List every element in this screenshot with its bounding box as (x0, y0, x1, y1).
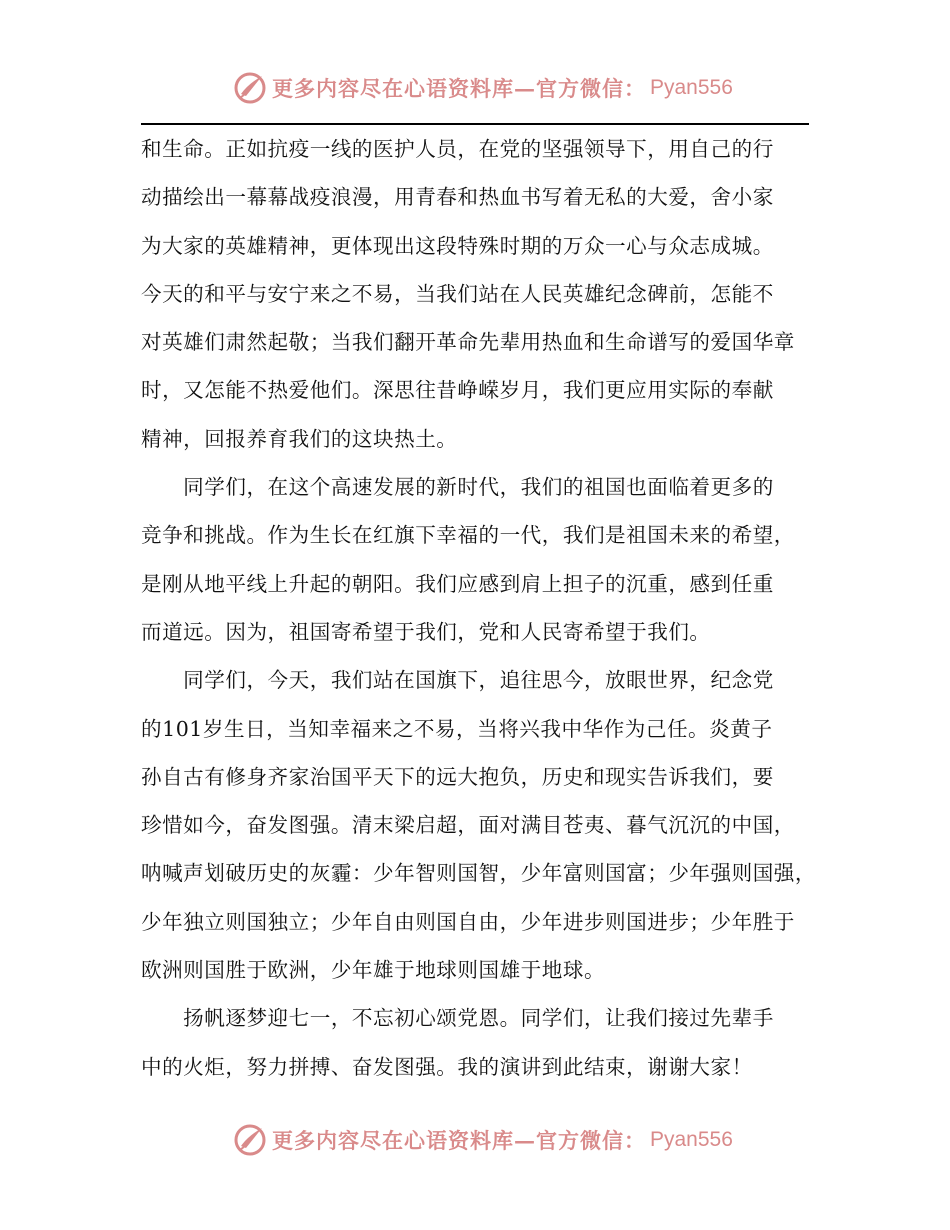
text-line: 的101岁生日，当知幸福来之不易，当将兴我中华作为己任。炎黄子 (141, 716, 773, 741)
text-line: 同学们，在这个高速发展的新时代，我们的祖国也面临着更多的 (141, 475, 774, 500)
quill-seal-icon (232, 1122, 268, 1158)
text-line: 欧洲则国胜于欧洲，少年雄于地球则国雄于地球。 (141, 958, 606, 983)
text-line: 孙自古有修身齐家治国平天下的远大抱负，历史和现实告诉我们，要 (141, 764, 774, 789)
text-line: 同学们，今天，我们站在国旗下，追往思今，放眼世界，纪念党 (141, 668, 774, 693)
text-line: 少年独立则国独立；少年自由则国自由，少年进步则国进步；少年胜于 (141, 909, 795, 934)
text-line: 为大家的英雄精神，更体现出这段特殊时期的万众一心与众志成城。 (141, 233, 774, 258)
text-line: 是刚从地平线上升起的朝阳。我们应感到肩上担子的沉重，感到任重 (141, 571, 774, 596)
header-banner (232, 68, 733, 108)
header-wechat-id: Pyan556 (650, 76, 733, 99)
body-text (141, 125, 816, 1091)
text-line: 珍惜如今，奋发图强。清末梁启超，面对满目苍夷、暮气沉沉的中国， (141, 813, 795, 838)
footer-wechat-id: Pyan556 (650, 1128, 733, 1151)
header-banner-text: 更多内容尽在心语资料库—官方微信： (272, 76, 646, 101)
text-line: 对英雄们肃然起敬；当我们翻开革命先辈用热血和生命谱写的爱国华章 (141, 330, 795, 355)
text-line: 今天的和平与安宁来之不易，当我们站在人民英雄纪念碑前，怎能不 (141, 281, 774, 306)
text-line: 时，又怎能不热爱他们。深思往昔峥嵘岁月，我们更应用实际的奉献 (141, 378, 774, 403)
text-line: 和生命。正如抗疫一线的医护人员，在党的坚强领导下，用自己的行 (141, 137, 774, 161)
text-line: 而道远。因为，祖国寄希望于我们，党和人民寄希望于我们。 (141, 619, 711, 644)
text-line: 动描绘出一幕幕战疫浪漫，用青春和热血书写着无私的大爱，舍小家 (141, 185, 774, 210)
footer-banner (232, 1120, 733, 1160)
text-line: 扬帆逐梦迎七一，不忘初心颂党恩。同学们，让我们接过先辈手 (141, 1006, 774, 1031)
footer-banner-text: 更多内容尽在心语资料库—官方微信： (272, 1128, 646, 1153)
text-line: 精神，回报养育我们的这块热土。 (141, 426, 458, 451)
quill-seal-icon (232, 70, 268, 106)
text-line: 呐喊声划破历史的灰霾：少年智则国智，少年富则国富；少年强则国强， (141, 861, 816, 886)
text-line: 竞争和挑战。作为生长在红旗下幸福的一代，我们是祖国未来的希望， (141, 523, 795, 548)
text-line: 中的火炬，努力拼搏、奋发图强。我的演讲到此结束，谢谢大家！ (141, 1054, 753, 1079)
